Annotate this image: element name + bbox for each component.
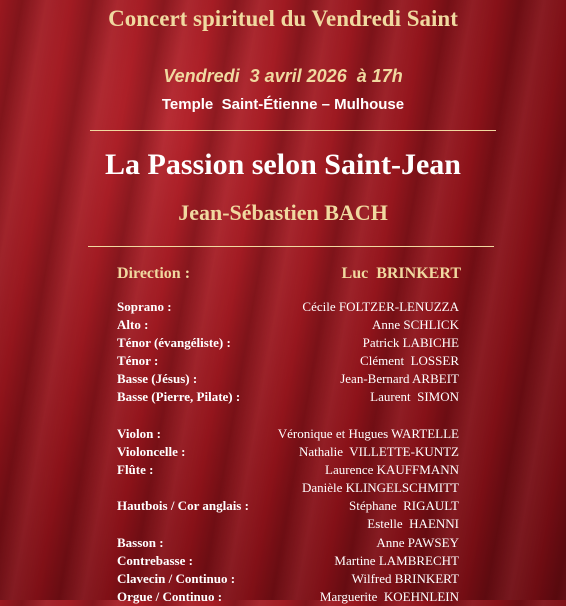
event-date: Vendredi 3 avril 2026 à 17h (163, 66, 403, 86)
performer-name: Stéphane RIGAULT (348, 498, 459, 513)
performer-name: Martine LAMBRECHT (334, 553, 459, 568)
performer-name: Clément LOSSER (360, 353, 459, 368)
performer-role: Orgue / Continuo : (117, 589, 223, 604)
performer-role: Basse (Pierre, Pilate) : (117, 389, 241, 404)
performer-name: Laurent SIMON (370, 389, 459, 404)
performer-row (117, 497, 459, 515)
performer-row (117, 570, 459, 588)
performer-row (117, 370, 459, 388)
performer-name: Wilfred BRINKERT (351, 571, 459, 586)
performer-role: Violon : (117, 426, 161, 441)
performer-row (117, 588, 459, 606)
performer-role: Flûte : (117, 462, 154, 477)
performer-row (117, 334, 459, 352)
performer-row (117, 552, 459, 570)
performer-role: Ténor (évangéliste) : (117, 335, 231, 350)
direction-label: Direction : (117, 265, 191, 282)
performer-name: Laurence KAUFFMANN (325, 462, 459, 477)
performer-name: Danièle KLINGELSCHMITT (301, 480, 459, 495)
performer-row (117, 388, 459, 406)
performer-row (117, 443, 459, 461)
performer-role: Contrebasse : (117, 553, 193, 568)
performer-role: Alto : (117, 317, 149, 332)
performer-name: Jean-Bernard ARBEIT (340, 371, 459, 386)
event-venue: Temple Saint-Étienne – Mulhouse (161, 96, 405, 113)
performer-role: Violoncelle : (117, 444, 186, 459)
performer-name: Véronique et Hugues WARTELLE (277, 426, 459, 441)
middle-divider (88, 246, 494, 247)
performer-name: Marguerite KOEHNLEIN (319, 589, 459, 604)
composer-name: Jean-Sébastien BACH (178, 200, 388, 225)
performer-role: Basson : (117, 535, 164, 550)
poster-header-title: Concert spirituel du Vendredi Saint (108, 6, 458, 31)
performer-name: Patrick LABICHE (362, 335, 459, 350)
performer-row (117, 425, 459, 443)
performer-role: Basse (Jésus) : (117, 371, 198, 386)
performer-row (117, 479, 459, 497)
top-divider (90, 130, 496, 131)
performer-row (117, 461, 459, 479)
performer-name: Anne SCHLICK (371, 317, 459, 332)
performer-name: Cécile FOLTZER-LENUZZA (302, 299, 459, 314)
performer-role: Hautbois / Cor anglais : (117, 498, 249, 513)
performer-row (117, 298, 459, 316)
performer-name: Anne PAWSEY (376, 535, 459, 550)
performer-name: Nathalie VILLETTE-KUNTZ (298, 444, 459, 459)
performer-row (117, 515, 459, 533)
performer-role: Ténor : (117, 353, 159, 368)
performer-role: Soprano : (117, 299, 172, 314)
performer-row (117, 534, 459, 552)
performer-row (117, 352, 459, 370)
direction-name: Luc BRINKERT (341, 265, 461, 282)
performer-row (117, 316, 459, 334)
work-title: La Passion selon Saint-Jean (105, 148, 461, 181)
performer-role: Clavecin / Continuo : (117, 571, 236, 586)
performer-name: Estelle HAENNI (367, 516, 459, 531)
